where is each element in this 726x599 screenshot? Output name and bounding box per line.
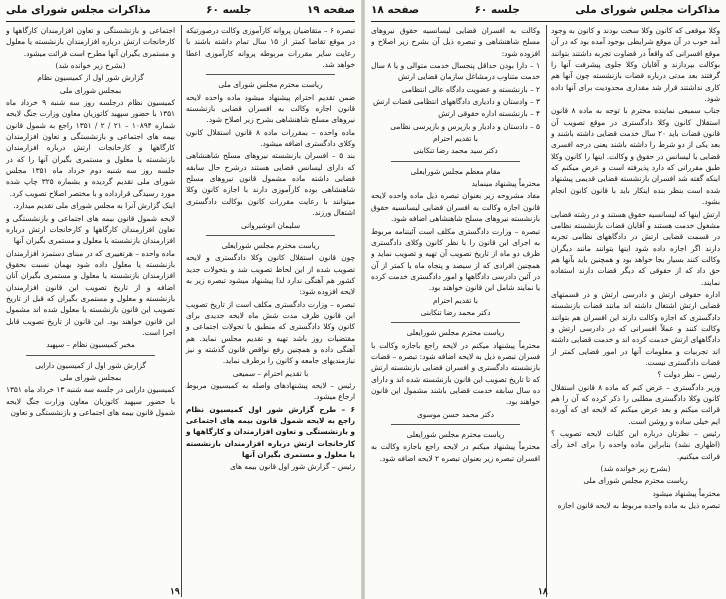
- paragraph: تبصره – وزارت دادگستری مکلف است آئیننامه مربوط به اجرای این قانون را با نظر کانون وکلای دادگستری ظرف دو ماه از تاریخ تصویب آن تهیه و تصویب نماید و همچنین افرادی که از سیصد و پنجاه ماه یا کمتر از آن در آئین دادرسی دادگاهها و امور دادگستری خدمت کرده یا نمایند شامل این قانون خواهند بود.: [371, 226, 540, 293]
- centered-line: با تقدیم احترام: [433, 134, 478, 144]
- page-number: ۱۸: [538, 587, 548, 597]
- paragraph: تبصره – وزارت دادگستری مکلف است از تاریخ تصویب این قانون ظرف مدت شش ماه لایحه جدیدی برای کانون وکلا دادگستری که منطبق با تحولات اجتماعی و مقتضیات روز باشد تهیه و تقدیم مجلس نماید. هم آهنگی داده و همچنین رفع نواقص قانون گذشته و نیز نیازمندیهای جامعه و کانون را برطرف نماید.: [186, 299, 355, 366]
- paragraph: ضمن تقدیم احترام پیشنهاد میشود ماده واحده لایحه قانون اجازه وکالت به افسران قضایی بازنشسته نیروهای مسلح شاهنشاهی بشرح زیر اصلاح شود.: [186, 92, 355, 125]
- centered-line: ریاست محترم مجلس شورایعلی: [406, 328, 505, 338]
- paragraph: اینک گزارش آنرا به مجلس شورای ملی تقدیم میدارد.: [13, 201, 175, 211]
- paragraph: ارتش اینها که لیسانسیه حقوق هستند و در رشته قضایی مشغول خدمت هستند و آقایان قضات بازنشسته نظامی در قسمت قضایی ارتش در دادگاههای نظامی تجربه دارند اگر اجازه داده شود اینها بتوانند مانند دیگران وکالت کنند بسیار بجا خواهد بود و همچنین باید بآنها هم حق داد که از حقوقی که دیگر قضات دارند استفاده نمایند.: [551, 209, 720, 287]
- centered-line: با تقدیم احترام: [433, 295, 478, 305]
- page-18: [363, 0, 726, 599]
- paragraph: ماده واحده – بمقررات ماده ۸ قانون استقلال کانون وکلای دادگستری اضافه میشود.: [186, 127, 355, 149]
- page-header: [371, 4, 720, 22]
- centered-line: دکتر محمد حسن موسوی: [417, 409, 494, 419]
- centered-line: (بشرح زیر خوانده شد): [55, 61, 126, 71]
- text-column-right: [181, 25, 355, 597]
- paragraph: تبصره ذیل به ماده واحده مربوط به لایحه قانون اجازه: [557, 501, 720, 511]
- centered-line: دکتر سید محمد رضا تنکابنی: [413, 146, 498, 156]
- paragraph: محترماً پیشنهاد مینماید: [471, 179, 540, 189]
- page-header: [6, 4, 355, 22]
- paragraph: بند ۵ – افسران بازنشسته نیروهای مسلح شاهنشاهی که دارای لیسانس قضایی هستند درشرح حال سابقه قضایی داشته ماده مشمول قانون نیروهای مسلح شاهنشاهی بوده کارآموزی دارند با اجازه کانون وکلا میتوانند با رعایت مقررات کانون بوکالت دادگستری اشتغال ورزند.: [186, 151, 355, 218]
- paragraph: لایحه شمول قانون بیمه های اجتماعی و بازنشستگی و تعاون افزارمندان کارگاهها و کارخانجات ارتش درباره افزارمندان بازنشسته یا معلول و مستمری بگیران آنها: [6, 213, 175, 246]
- paragraph: تبصره ۶ – متقاضیان پروانه کارآموزی وکالت درصورتیکه در موقع تقاضا کمتر از ۱۵ سال تمام داشته باشند با رعایت سایر مقررات مربوطه پروانه کارآموزی اعطا خواهد شد.: [186, 26, 355, 70]
- paragraph: ماده واحده – هرتغییری که در مبنای دستمزد افزارمندان بازنشسته یا معلول داده شود بهمان نسبت بحقوق افزارمندان بازنشسته یا معلول و مستمری بگیران آنان اضافه و از تاریخ تصویب این قانون افزارمندان بازنشسته و معلول و مستمری بگیران که قبل از تاریخ تصویب این قانون بازنشسته یا معلول شده اند مشمول این قانون خواهند بود. این قانون از تاریخ تصویب قابل اجرا است.: [6, 248, 175, 337]
- centered-line: بمجلس شورای ملی: [59, 85, 122, 95]
- paragraph: ۳ – وادستان و دادیاری دادگاههای انتظامی قضات ارتش: [372, 97, 540, 107]
- header-title: مذاکرات مجلس شورای ملی: [6, 4, 151, 16]
- section-divider: [391, 322, 520, 323]
- paragraph: رئیس – لایحه پیشنهادهای واصله به کمیسیون مربوط ارجاع میشود.: [186, 380, 355, 402]
- page-number: ۱۹: [170, 587, 180, 597]
- header-page-label: صفحه ۱۸: [371, 4, 420, 16]
- section-divider: [26, 355, 155, 356]
- centered-line: ریاست محترم مجلس شورایعلی: [221, 240, 320, 250]
- paragraph: وزیر دادگستری – عرض کنم که ماده ۸ قانون استقلال کانون وکلا دادگستری مطلبی را ذکر کرده که آن را هم قرائت میکنم و بعد عرض میکنم که لایحه ای که آورده ایم خیلی ساده و روشن است.: [551, 382, 720, 426]
- paragraph: رئیس – نظرتان درباره این کلیات لایحه تصویب ؟ (اظهاری نشد) بنابراین ماده واحده را برای اخذ رأی قرائت میکنیم.: [551, 429, 720, 461]
- paragraph: رئیس – گزارش شور اول قانون بیمه های: [230, 462, 355, 472]
- centered-line: مخبر کمیسیون نظام – سپهبد: [46, 340, 135, 350]
- paragraph: ۴ – بازنشسته اداره حقوقی ارتش: [438, 109, 540, 119]
- header-title: مذاکرات مجلس شورای ملی: [575, 4, 720, 16]
- paragraph: مفاد مشروحه زیر بعنوان تبصره ذیل ماده واحده لایحه قانون اجازه وکالت به افسران قضایی لیسانسیه حقوق بازنشسته نیروهای مسلح شاهنشاهی اضافه شود.: [371, 191, 540, 224]
- section-divider: [391, 424, 520, 425]
- centered-line: دکتر محمد رضا تنکابنی: [420, 307, 491, 317]
- paragraph: ۲ – بازنشسته و عضویت دادگاه عالی انتظامی: [401, 84, 540, 94]
- paragraph: وکلا موقعی که کانون وکلا سخت بودند و کانون به وجود آمد خوب در آن موقع شرایطی بوجود آمده بود که در آن موقع افسرانی که واقعاً در قضاوت تجربه داشتند بتوانند بوکالت بپردازند و آقایان وکلا جلوی پیشرفت آنها را گرفتند بعد مدتی درباره قضات بازنشسته چون آنها هم کاری نداشتند قرار شد مقداری محدودیت برای آنها داده شود.: [551, 26, 720, 104]
- section-divider: [206, 74, 335, 75]
- paragraph: اجتماعی و بازنشستگی و تعاون افزارمندان کارگاهها و کارخانجات ارتش درباره افزارمندان بازنشسته یا معلول و مستمری بگیران آنها مطرح است قرائت میشود.: [6, 26, 175, 58]
- centered-line: گزارش شور اول از کمیسیون دارایی: [35, 360, 146, 370]
- paragraph: کمیسیون نظام درجلسه روز سه شنبه ۹ خرداد ماه ۱۳۵۱ با حضور سپهبد کاتوزیان معاون وزارت جنگ لایحه شماره ۱۰۸۹۴ – ۲۱ / ۲ / ۱۳۵۱ راجع به شمول قانون بیمه های اجتماعی و بازنشستگی و تعاون افزارمندان کارگاهها و کارخانجات ارتش درباره افزارمندان بازنشسته یا معلول و مستمری بگیران آنها را که در جلسه روز سه شنبه دوم خرداد ماه ۱۳۵۱ مجلس شورای ملی تقدیم گردیده و بشماره ۳۲۵ چاپ شده مورد رسیدگی قرارداده و با مختصر اصلاح تصویب کرد.: [6, 98, 175, 198]
- paragraph: جناب سمیعی نماینده محترم با توجه به ماده ۸ قانون استقلال کانون وکلا دادگستری در موقع تصویب آن قانون قضات باید ۲۰ سال خدمت قضایی داشته باشند و بعد یکی از دو شرط را داشته باشند یعنی درجه افسری قضایی یا لیسانس در حقوق و وکالت. اینها را کانون وکلا طبق مقرراتی که دارد پذیرفته است و عرض میکنم که اینکه گفته شد افسران بازنشسته قضایی قدیمی پیشنهاد شده است بنظر بنده اینکار باید با قانون کانون انجام بشود.: [551, 106, 720, 207]
- header-session: جلسه ۶۰: [206, 4, 252, 16]
- text-column-left: [371, 25, 540, 597]
- paragraph: کمیسیون دارایی در جلسه سه شنبه ۱۳ خرداد ماه ۱۳۵۱ با حضور سپهبد کاتوزیان معاون وزارت جنگ لایحه شمول قانون بیمه های اجتماعی و بازنشستگی و تعاون: [6, 385, 175, 417]
- paragraph: وکالت به افسران قضایی لیسانسیه حقوق نیروهای مسلح شاهنشاهی و تبصره ذیل آن بشرح زیر اصلاح و افزوده شود:: [371, 26, 540, 58]
- centered-line: گزارش شور اول از کمیسیون نظام: [37, 73, 144, 83]
- paragraph: ۱ – دارا بودن حداقل پنجسال خدمت متوالی و یا ۸ سال خدمت متناوب درمشاغل سازمان قضایی ارتش: [371, 61, 540, 82]
- book-gutter: [361, 0, 365, 599]
- paragraph: رئیس – نظر دولت ؟: [657, 370, 720, 380]
- section-divider: [206, 235, 335, 236]
- header-page-label: صفحه ۱۹: [306, 4, 355, 16]
- section-divider: [391, 161, 520, 162]
- centered-line: سلیمان انوشیروانی: [240, 220, 301, 230]
- text-column-right: [546, 25, 720, 597]
- centered-line: بمجلس شورای ملی: [59, 372, 122, 382]
- centered-line: ریاست محترم مجلس شورایعلی: [406, 430, 505, 439]
- paragraph: محترماً پیشنهاد میشود: [652, 488, 720, 498]
- centered-line: ریاست محترم مجلس شورای ملی: [218, 80, 323, 90]
- paragraph: چون قانون استقلال کانون وکلا دادگستری و لایحه تصویب شده از این لحاظ تصویب شد و بتحولات جدید کشور هم آهنگی ندارد لذا پیشنهاد میشود تبصره زیر به لایحه افزوده شود:: [186, 253, 355, 297]
- centered-line: با تقدیم احترام – سمیعی: [232, 368, 309, 378]
- centered-line: مقام معظم مجلس شورایعلی: [410, 166, 501, 176]
- header-session: جلسه ۶۰: [474, 4, 520, 16]
- paragraph: محترماً پیشنهاد میکنم در لایحه راجع باجازه وکالت با فسران تبصره ذیل به لایحه اضافه شود: تبصره – قضات بازنشسته دادگستری و افسران قضایی بازنشسته ارتش که تا تاریخ تصویب این قانون بازنشسته شده اند و دارای ده سال سابقه خدمت قضایی باشند مشمول این قانون خواهند بود.: [371, 340, 540, 407]
- paragraph: اداره حقوقی ارتش و دادرسی ارتش و در قسمتهای قضایی ارتش اشتغال داشته اند مانند قضات بازنشسته دادگستری که اجازه وکالت دارند این افسران هم بتوانند وکالت کنند و عملاً افسرانی که در دادرسی ارتش و دادگاههای ارتش خدمت کرده اند و خدمت قضایی داشته اند تجربیات و معلومات آنها در امور قضایی کمتر از قضات دادگستری نیست.: [551, 289, 720, 367]
- paragraph: محترماً پیشنهاد میکنم در لایحه راجع باجازه وکالت به افسران تبصره زیر بعنوان تبصره ۲ لایحه اضافه شود.: [371, 442, 540, 463]
- paragraph: ۵ – دادستان و دادیار و بازپرس و بازپرسی نظامی: [390, 121, 540, 131]
- centered-line: (بشرح زیر خوانده شد): [600, 464, 671, 474]
- text-column-left: [6, 25, 175, 597]
- centered-line: ریاست محترم مجلس شورای ملی: [583, 476, 688, 486]
- paragraph: ۶ – طرح گزارش شور اول کمیسیون نظام راجع به لایحه شمول قانون بیمه های اجتماعی و بازنشستگی و تعاون افزارمندان و کارگاهها و کارخانجات ارتش درباره افزارمندان بازنشسته یا معلول و مستمری بگیران آنها: [186, 404, 355, 460]
